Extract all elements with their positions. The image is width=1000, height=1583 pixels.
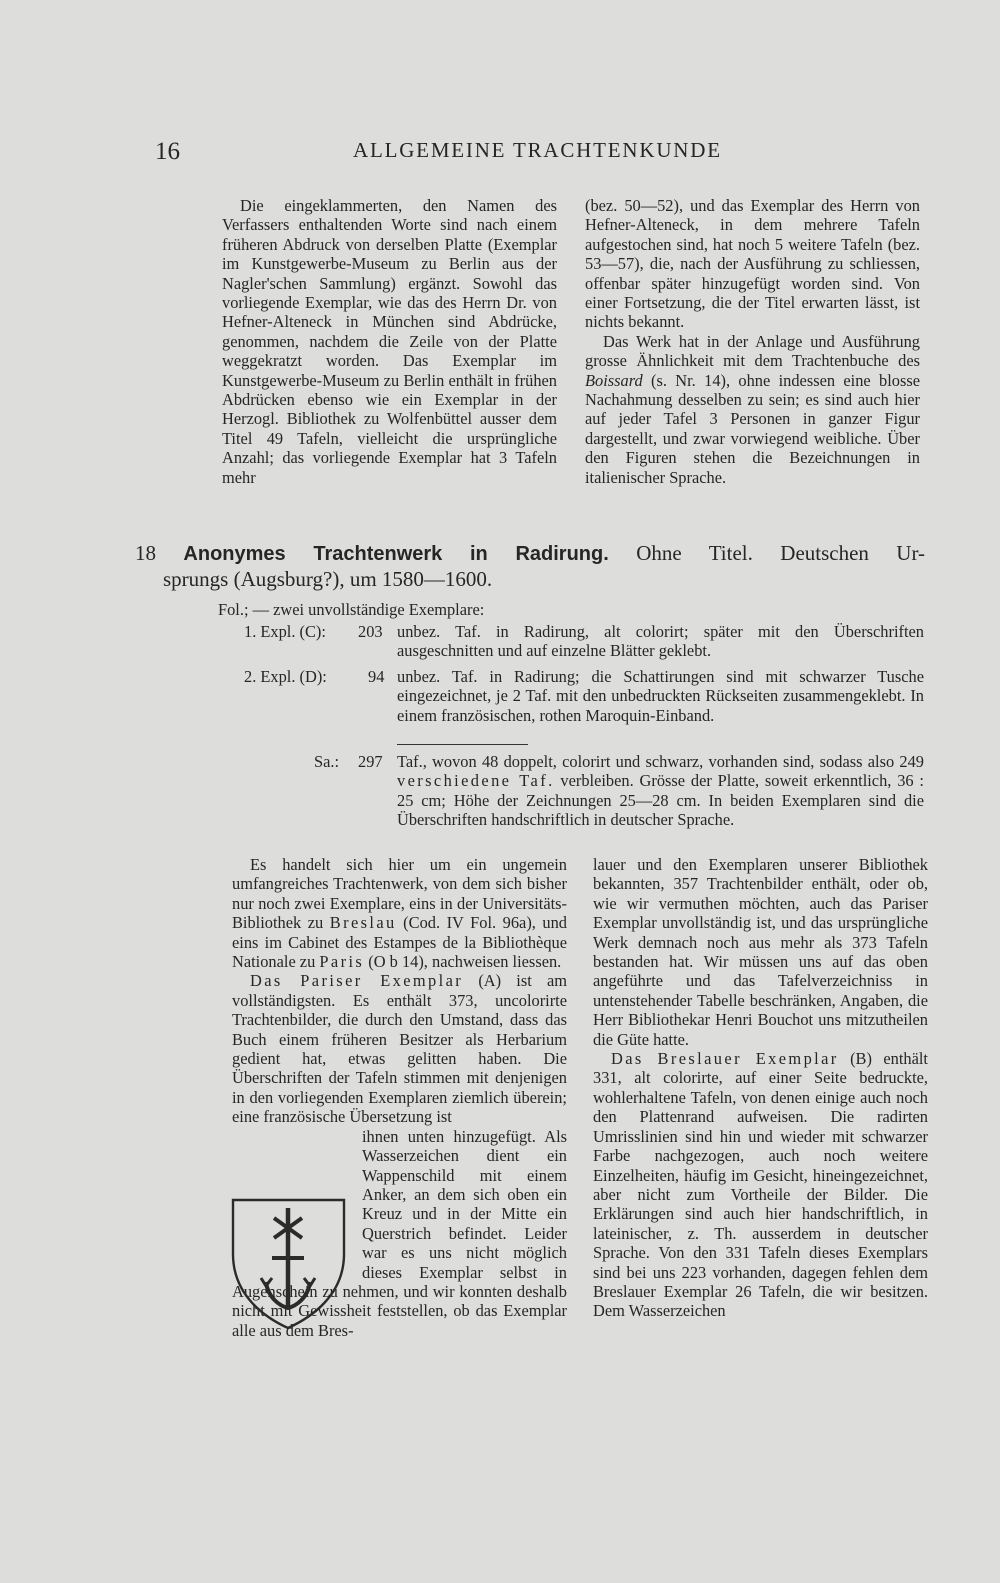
exemplar-label: 1. Expl. (C): (244, 622, 326, 641)
top-left-column (222, 196, 557, 487)
sum-count: 297 (358, 752, 383, 771)
bottom-right-column (593, 855, 928, 1321)
top-right-column (585, 196, 920, 487)
paragraph-beside-watermark: ihnen unten hinzugefügt. Als Wasserzeichen dient ein Wappenschild mit einem Anker, an dem sich oben ein Kreuz und in der Mitte ein Querstrich befindet. Leider war es uns nicht möglich dieses Exemplar selbst in Augenschein zu nehmen, und wir konnten deshalb nicht mit Gewissheit feststellen, ob das Exemplar alle aus dem Bres- (232, 1126, 567, 1340)
paragraph: Die eingeklammerten, den Namen des Verfassers enthaltenden Worte sind nach einem früheren Abdruck von derselben Platte (Exemplar im Kunstgewerbe-Museum zu Berlin aus der Nagler'schen Sammlung) ergänzt. Sowohl das vorliegende Exemplar, wie das des Herrn Dr. von Hefner-Alteneck in München sind Abdrücke, genommen, nachdem die Zeile von der Platte weggekratzt worden. Das Exemplar im Kunstgewerbe-Museum zu Berlin enthält in frühen Abdrücken ebenso wie ein Exemplar in der Herzogl. Bibliothek zu Wolfenbüttel ausser dem Titel 49 Tafeln, vielleicht die ursprüngliche Anzahl; das vorliegende Exemplar hat 3 Tafeln mehr (222, 196, 557, 487)
exemplar-description: unbez. Taf. in Radirung; die Schattirungen sind mit schwarzer Tusche eingezeichnet, je 2 Taf. mit den unbedruckten Rückseiten zusammengeklebt. In einem französischen, rothen Maroquin-Einband. (397, 667, 924, 725)
exemplar-description: unbez. Taf. in Radirung, alt colorirt; später mit den Überschriften ausgeschnitten und auf einzelne Blätter geklebt. (397, 622, 924, 661)
paragraph: Das Breslauer Exemplar (B) enthält 331, alt colorirte, auf einer Seite bedruckte, wohlerhaltene Tafeln, von denen einige auch noch den Plattenrand aufweisen. Die radirten Umrisslinien sind hin und wieder mit schwarzer Farbe nachgezogen, auch noch weitere Einzelheiten, häufig im Gesicht, hineingezeichnet, aber nicht zum Vortheile der Bilder. Die Erklärungen sind auch hier handschriftlich, in lateinischer, z. Th. ausserdem in deutscher Sprache. Von den 331 Tafeln dieses Exemplars sind bei uns 223 vorhanden, dagegen fehlen dem Breslauer Exemplar 26 Tafeln, die wir besitzen. Dem Wasserzeichen (593, 1049, 928, 1321)
catalogue-entry-heading (135, 541, 925, 592)
sum-rule (397, 744, 528, 745)
paragraph: Das Werk hat in der Anlage und Ausführung grosse Ähnlichkeit mit dem Trachtenbuche des Boissard (s. Nr. 14), ohne indessen eine blosse Nachahmung desselben zu sein; es sind auch hier auf jeder Tafel 3 Personen in ganzer Figur dargestellt, und zwar vorwiegend weibliche. Über den Figuren stehen die Bezeichnungen in italienischer Sprache. (585, 331, 920, 487)
page-number: 16 (155, 138, 180, 165)
paragraph: (bez. 50—52), und das Exemplar des Herrn von Hefner-Alteneck, in dem mehrere Tafeln aufgestochen sind, hat noch 5 weitere Tafeln (bez. 53—57), die, nach der Ausführung zu schliessen, offenbar später hinzugefügt worden sind. Von einer Fortsetzung, die der Titel erwarten lässt, ist nichts bekannt. (585, 196, 920, 332)
plate-count: 203 (358, 622, 383, 641)
exemplar-label: 2. Expl. (D): (244, 667, 327, 686)
entry-line-1 (135, 541, 925, 567)
paragraph: lauer und den Exemplaren unserer Bibliothek bekannten, 357 Trachtenbilder enthält, oder ob, wie wir vermuthen möchten, auch das Pariser Exemplar unvollständig ist, und das ursprüngliche Werk demnach noch aus mehr als 373 Tafeln bestanden hat. Wir müssen uns auf das oben angeführte und das Tafelverzeichniss in untenstehender Tabelle beschränken, Angaben, die Herr Bibliothekar Henri Bouchot uns mitzutheilen die Güte hatte. (593, 855, 928, 1049)
sum-label: Sa.: (314, 752, 340, 771)
paragraph: Es handelt sich hier um ein ungemein umfangreiches Trachtenwerk, von dem sich bisher nur noch zwei Exemplare, eins in der Universitäts-Bibliothek zu Breslau (Cod. IV Fol. 96a), und eins im Cabinet des Estampes de la Bibliothèque Nationale zu Paris (O b 14), nachweisen liessen. (232, 855, 567, 972)
format-line: Fol.; — zwei unvollständige Exemplare: (218, 600, 485, 619)
watermark-shield-icon (230, 1196, 350, 1331)
plate-count: 94 (368, 667, 385, 686)
running-head: ALLGEMEINE TRACHTENKUNDE (353, 138, 722, 162)
entry-subtitle: Ohne Titel. Deutschen Ur- (636, 541, 926, 565)
paragraph: Das Pariser Exemplar (A) ist am vollständigsten. Es enthält 373, uncolorirte Trachtenbilder, die durch den Umstand, dass das Buch einem früheren Besitzer als Herbarium gedient hat, etwas gelitten haben. Die Überschriften der Tafeln stimmen mit denjenigen in den vorliegenden Exemplaren ziemlich überein; eine französische Übersetzung ist (232, 971, 567, 1127)
entry-number: 18 (135, 541, 156, 565)
entry-title: Anonymes Trachtenwerk in Radirung. (183, 543, 609, 565)
sum-description: Taf., wovon 48 doppelt, colorirt und schwarz, vorhanden sind, sodass also 249 verschiedene Taf. verbleiben. Grösse der Platte, soweit erkenntlich, 36 : 25 cm; Höhe der Zeichnungen 25—28 cm. In beiden Exemplaren sind die Überschriften handschriftlich in deutscher Sprache. (397, 752, 924, 830)
entry-line-2: sprungs (Augsburg?), um 1580—1600. (163, 567, 493, 591)
